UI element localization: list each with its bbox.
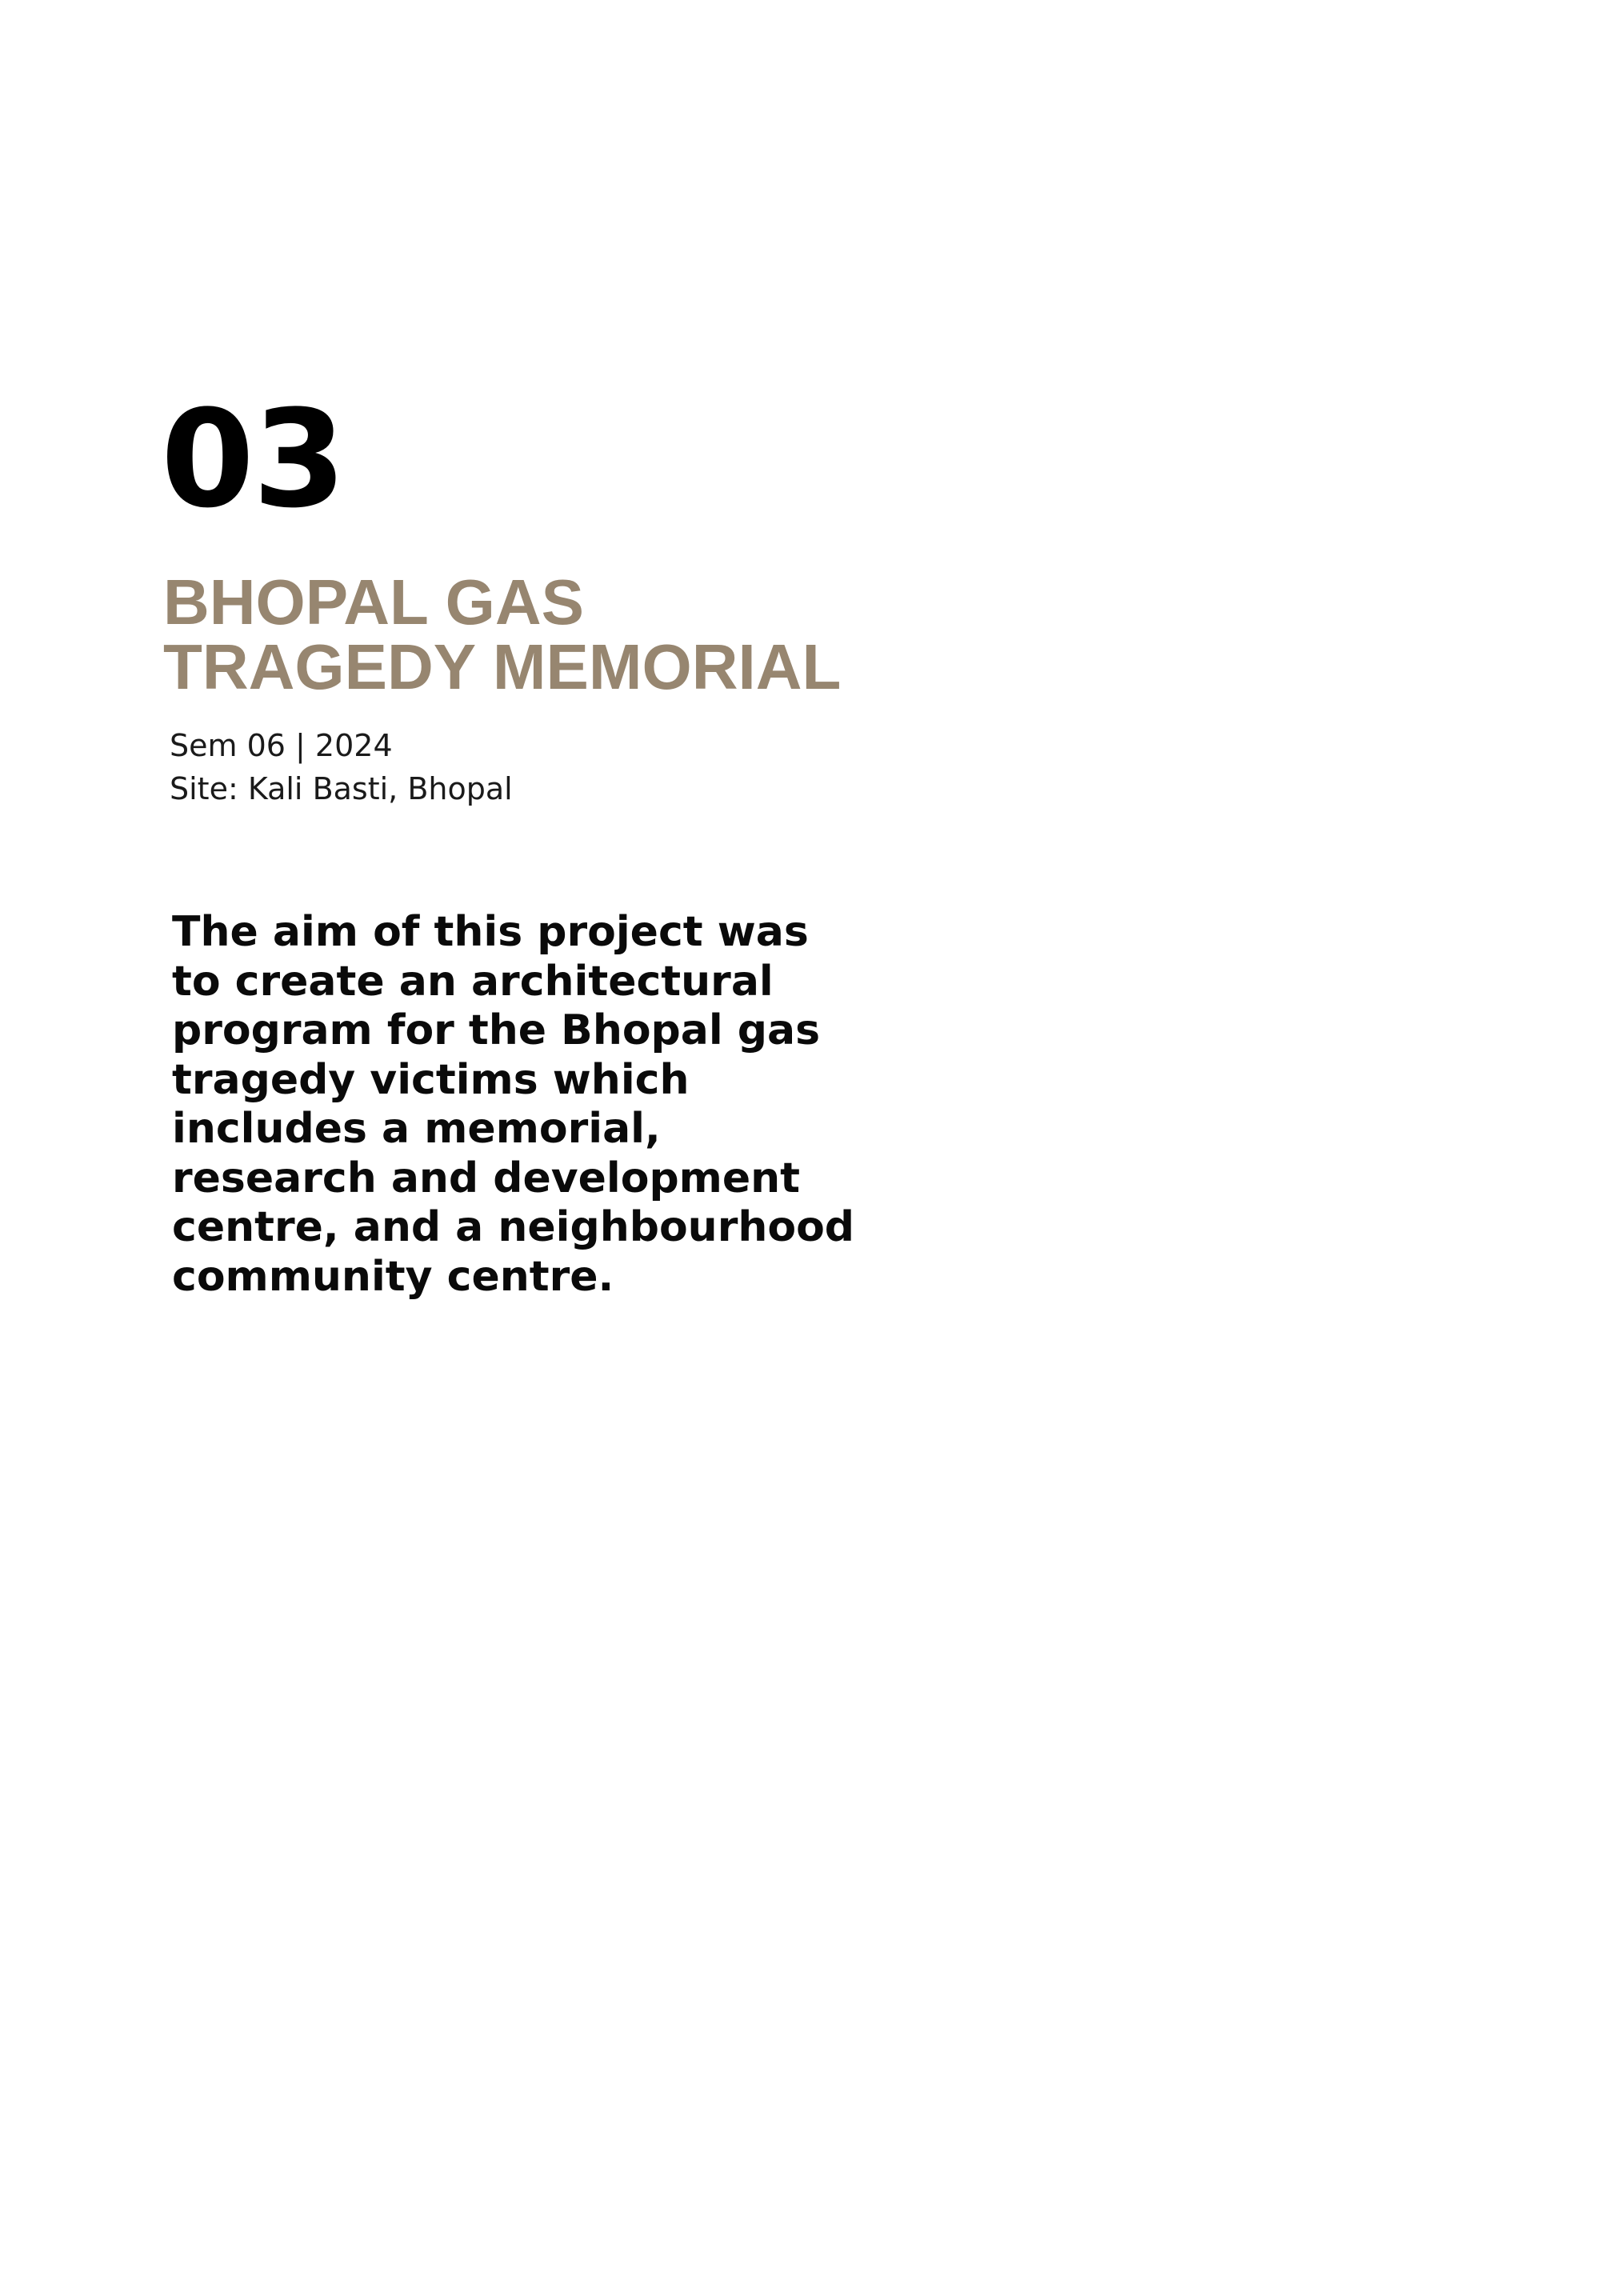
project-title-line: BHOPAL GAS [163,566,584,638]
description-line: tragedy victims which [172,1055,690,1104]
project-meta [170,724,513,810]
project-number: 03 [161,381,345,538]
description-line: The aim of this project was [172,908,809,956]
description-line: community centre. [172,1252,614,1301]
semester-year: Sem 06 | 2024 [170,728,393,763]
description-line: to create an architectural [172,957,774,1006]
description-line: program for the Bhopal gas [172,1006,821,1054]
site-location: Site: Kali Basti, Bhopal [170,771,513,806]
project-title-line: TRAGEDY MEMORIAL [163,631,842,702]
project-description [172,908,854,1302]
description-line: centre, and a neighbourhood [172,1203,855,1251]
project-title [163,566,842,702]
description-line: research and development [172,1154,801,1202]
description-line: includes a memorial, [172,1105,661,1153]
